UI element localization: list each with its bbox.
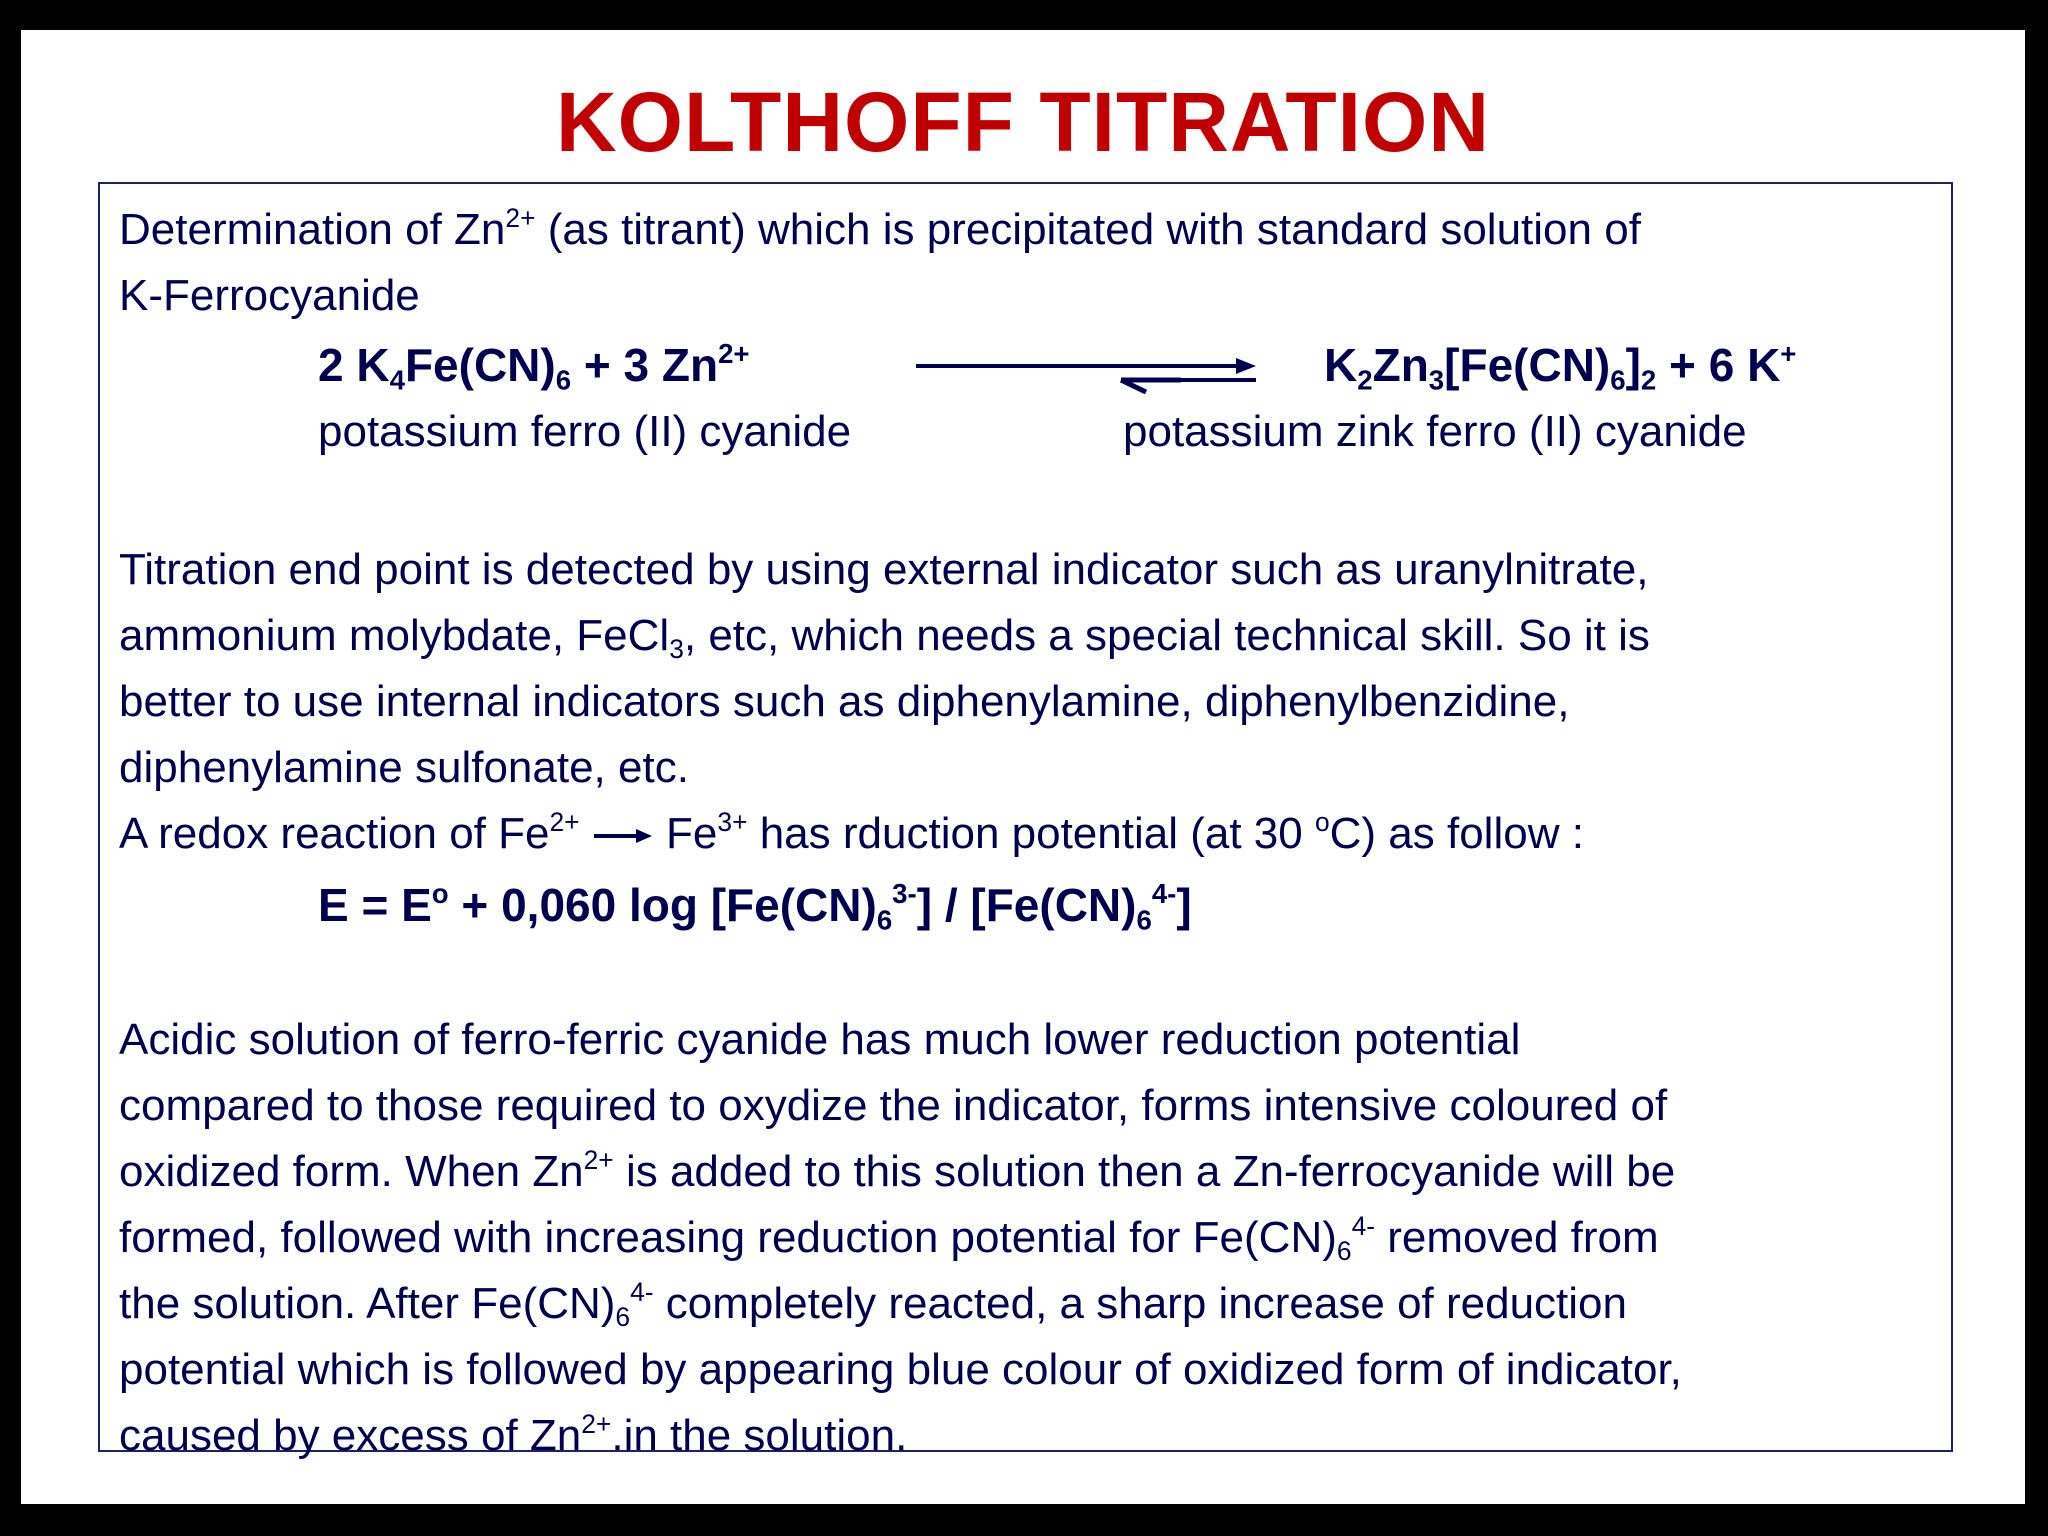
charge: 2+ xyxy=(583,1144,614,1175)
subscript: 6 xyxy=(876,904,893,936)
text: completely reacted, a sharp increase of reduction xyxy=(653,1279,1627,1328)
para2-line-2: compared to those required to oxydize the indicator, forms intensive coloured of xyxy=(119,1081,1668,1130)
text: Zn xyxy=(1372,339,1429,391)
charge: 2+ xyxy=(549,806,580,837)
intro-line-2: K-Ferrocyanide xyxy=(119,271,420,320)
charge: 3- xyxy=(892,878,917,910)
text: + 6 K xyxy=(1656,339,1781,391)
text: + 0,060 log [Fe(CN) xyxy=(448,879,877,931)
text: [Fe(CN) xyxy=(1444,339,1611,391)
text: ] xyxy=(1176,879,1192,931)
nernst-equation xyxy=(318,878,1192,936)
charge: 4- xyxy=(1151,878,1177,910)
reactant-name: potassium ferro (II) cyanide xyxy=(318,407,852,456)
reaction-products xyxy=(1324,338,1797,396)
text: ] xyxy=(1625,339,1641,391)
subscript: 6 xyxy=(555,364,572,396)
text: Fe xyxy=(666,809,718,858)
subscript: 3 xyxy=(1428,364,1445,396)
charge: 2+ xyxy=(718,338,750,370)
charge: 4- xyxy=(630,1276,654,1307)
text: + 3 Zn xyxy=(571,339,719,391)
subscript: 2 xyxy=(1357,364,1373,396)
text: ammonium molybdate, FeCl xyxy=(119,611,670,660)
degree: o xyxy=(1314,806,1330,837)
subscript: 6 xyxy=(1136,904,1152,936)
charge: 2+ xyxy=(581,1408,612,1439)
equilibrium-arrow-icon xyxy=(916,348,1261,408)
text: has rduction potential (at 30 xyxy=(747,809,1315,858)
slide-title: KOLTHOFF TITRATION xyxy=(555,75,1491,169)
text: C) as follow : xyxy=(1329,809,1584,858)
slide xyxy=(21,30,2025,1504)
text: ] / [Fe(CN) xyxy=(916,879,1137,931)
text: A redox reaction of Fe xyxy=(119,809,550,858)
text: (as titrant) which is precipitated with standard solution of xyxy=(535,205,1641,254)
text: the solution. After Fe(CN) xyxy=(119,1279,616,1328)
text: .in the solution. xyxy=(611,1411,908,1460)
text: caused by excess of Zn xyxy=(119,1411,582,1460)
subscript: 4 xyxy=(389,364,405,396)
para1-line-4: diphenylamine sulfonate, etc. xyxy=(119,743,689,792)
para2-line-1: Acidic solution of ferro-ferric cyanide has much lower reduction potential xyxy=(119,1015,1521,1064)
subscript: 3 xyxy=(669,633,684,664)
text: is added to this solution then a Zn-ferrocyanide will be xyxy=(613,1147,1676,1196)
subscript: 6 xyxy=(1336,1235,1352,1266)
para2-line-7 xyxy=(119,1408,908,1460)
text: , etc, which needs a special technical skill. So it is xyxy=(683,611,1650,660)
charge: 4- xyxy=(1351,1210,1376,1241)
para2-line-4 xyxy=(119,1210,1659,1266)
text: Determination of Zn xyxy=(119,205,506,254)
para1-line-2 xyxy=(119,611,1650,664)
para1-line-5 xyxy=(119,806,1584,858)
right-arrow-icon xyxy=(592,826,654,846)
para2-line-3 xyxy=(119,1144,1676,1196)
text: 2 K xyxy=(318,339,390,391)
charge: 2+ xyxy=(505,202,536,233)
para1-line-3: better to use internal indicators such as diphenylamine, diphenylbenzidine, xyxy=(119,677,1570,726)
text: formed, followed with increasing reduction potential for Fe(CN) xyxy=(119,1213,1337,1262)
subscript: 6 xyxy=(615,1301,631,1332)
intro-line-1 xyxy=(119,202,1641,254)
subscript: 2 xyxy=(1640,364,1657,396)
text: removed from xyxy=(1375,1213,1659,1262)
charge: + xyxy=(1780,338,1797,370)
text: oxidized form. When Zn xyxy=(119,1147,584,1196)
para2-line-6: potential which is followed by appearing blue colour of oxidized form of indicator, xyxy=(119,1345,1682,1394)
text: E = E xyxy=(318,879,432,931)
charge: 3+ xyxy=(717,806,748,837)
para2-line-5 xyxy=(119,1276,1627,1332)
subscript: 6 xyxy=(1610,364,1626,396)
product-name: potassium zink ferro (II) cyanide xyxy=(1123,407,1747,456)
reaction-reactants xyxy=(318,338,750,396)
degree: o xyxy=(431,878,449,910)
para1-line-1: Titration end point is detected by using external indicator such as uranylnitrate, xyxy=(119,545,1649,594)
text: K xyxy=(1324,339,1358,391)
text: Fe(CN) xyxy=(404,339,556,391)
